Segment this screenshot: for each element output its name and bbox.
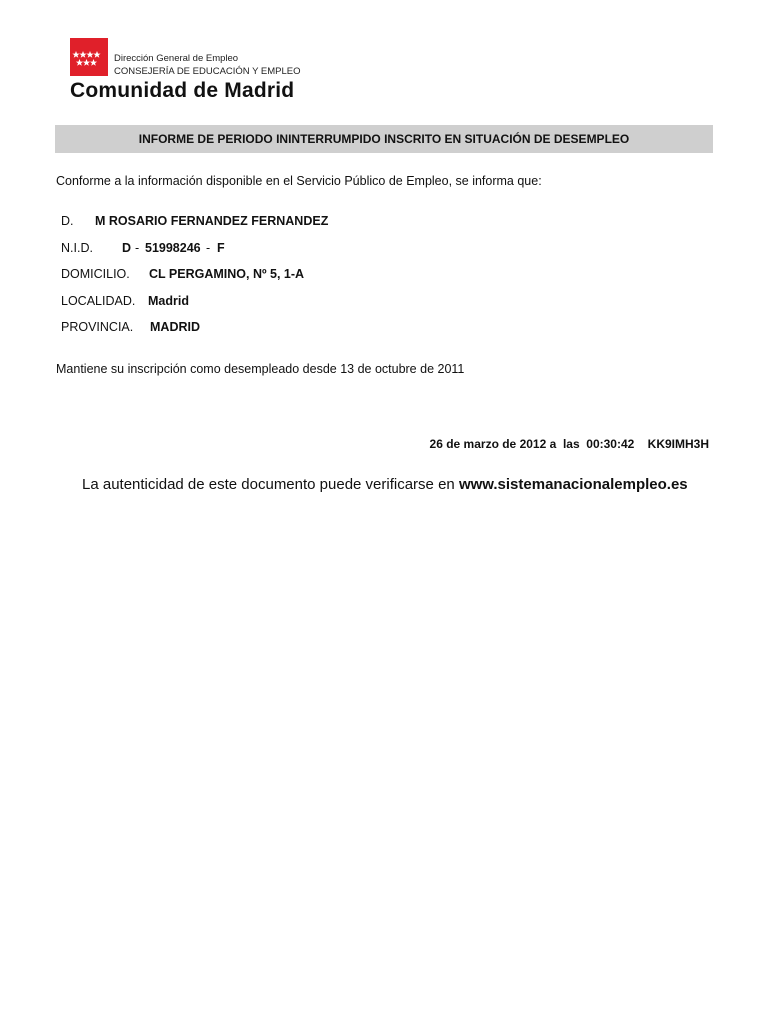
nid-letter: D bbox=[122, 241, 132, 255]
address-label: DOMICILIO. bbox=[61, 267, 130, 281]
verification-text bbox=[82, 476, 688, 493]
issue-timestamp-code: 26 de marzo de 2012 a las 00:30:42 KK9IMH3H bbox=[429, 437, 709, 451]
registration-since-text: Mantiene su inscripción como desempleado desde 13 de octubre de 2011 bbox=[56, 362, 465, 376]
nid-separator-1: - bbox=[135, 241, 140, 255]
nid-check-letter: F bbox=[217, 241, 225, 255]
intro-text: Conforme a la información disponible en el Servicio Público de Empleo, se informa que: bbox=[56, 174, 542, 188]
verification-url-link[interactable]: www.sistemanacionalempleo.es bbox=[458, 476, 688, 493]
nid-number: 51998246 bbox=[145, 241, 201, 255]
logo-region-name: Comunidad de Madrid bbox=[70, 79, 295, 102]
locality-label: LOCALIDAD. bbox=[61, 294, 136, 308]
address-value: CL PERGAMINO, Nº 5, 1-A bbox=[149, 267, 305, 281]
nid-label: N.I.D. bbox=[61, 241, 93, 255]
verification-sentence: La autenticidad de este documento puede verificarse en bbox=[82, 476, 455, 493]
madrid-flag-icon bbox=[70, 38, 108, 76]
name-value: M ROSARIO FERNANDEZ FERNANDEZ bbox=[95, 214, 329, 228]
logo-ministry-line: CONSEJERÍA DE EDUCACIÓN Y EMPLEO bbox=[114, 66, 301, 77]
comunidad-madrid-logo bbox=[70, 38, 330, 104]
locality-value: Madrid bbox=[148, 294, 189, 308]
nid-separator-2: - bbox=[206, 241, 211, 255]
province-label: PROVINCIA. bbox=[61, 320, 134, 334]
logo-department-line: Dirección General de Empleo bbox=[114, 53, 239, 64]
name-label: D. bbox=[61, 214, 74, 228]
province-value: MADRID bbox=[150, 320, 200, 334]
document-title: INFORME DE PERIODO ININTERRUMPIDO INSCRITO EN SITUACIÓN DE DESEMPLEO bbox=[138, 132, 630, 146]
document-title-bar bbox=[55, 125, 713, 153]
